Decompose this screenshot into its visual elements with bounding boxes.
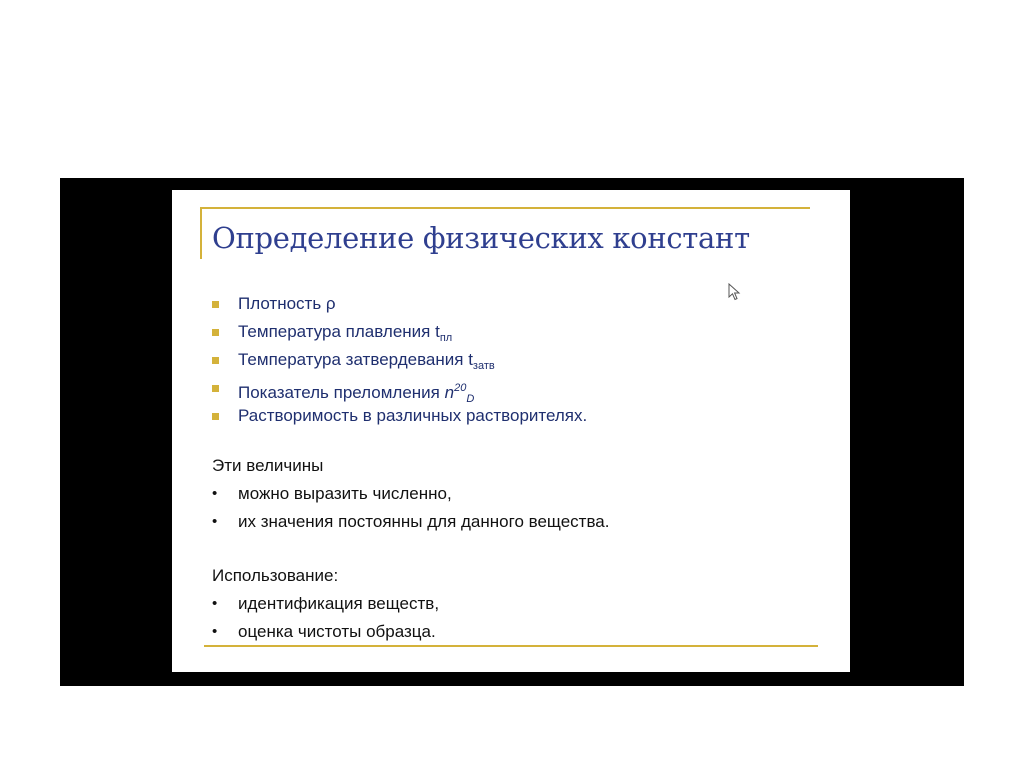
list-item bbox=[210, 290, 587, 318]
values-heading: Эти величины bbox=[212, 456, 324, 475]
property-text: Температура плавления t bbox=[238, 322, 440, 341]
list-item bbox=[210, 318, 587, 346]
square-bullet-icon bbox=[212, 413, 219, 420]
property-symbol: n bbox=[444, 383, 455, 402]
properties-list bbox=[210, 290, 587, 430]
square-bullet-icon bbox=[212, 357, 219, 364]
list-item bbox=[210, 590, 439, 618]
value-item-text: можно выразить численно, bbox=[238, 484, 452, 503]
bullet-dot: • bbox=[212, 623, 218, 640]
value-item-text: их значения постоянны для данного вещества. bbox=[238, 512, 610, 531]
usage-item-text: идентификация веществ, bbox=[238, 594, 440, 613]
property-text: Температура затвердевания t bbox=[238, 350, 473, 369]
usage-item-text: оценка чистоты образца. bbox=[238, 622, 436, 641]
list-item bbox=[210, 374, 587, 405]
title-left-rule bbox=[200, 207, 202, 259]
square-bullet-icon bbox=[212, 301, 219, 308]
property-text: Плотность ρ bbox=[238, 294, 336, 313]
property-superscript: 20 bbox=[454, 382, 467, 394]
title-top-rule bbox=[200, 207, 810, 209]
bullet-dot: • bbox=[212, 485, 218, 502]
list-item bbox=[210, 508, 609, 536]
usage-list bbox=[210, 590, 439, 646]
property-subscript: пл bbox=[439, 332, 453, 344]
square-bullet-icon bbox=[212, 385, 219, 392]
list-item bbox=[210, 480, 609, 508]
property-subscript: D bbox=[466, 393, 475, 405]
mouse-pointer-icon bbox=[728, 283, 742, 301]
property-subscript: затв bbox=[472, 360, 495, 372]
bottom-rule bbox=[204, 645, 818, 647]
usage-heading: Использование: bbox=[212, 566, 339, 585]
list-item bbox=[210, 346, 587, 374]
bullet-dot: • bbox=[212, 595, 218, 612]
property-text: Показатель преломления bbox=[238, 383, 445, 402]
video-frame bbox=[60, 178, 964, 686]
values-list bbox=[210, 480, 609, 536]
bullet-dot: • bbox=[212, 513, 218, 530]
square-bullet-icon bbox=[212, 329, 219, 336]
slide-title: Определение физических констант bbox=[212, 221, 750, 255]
list-item bbox=[210, 402, 587, 430]
list-item bbox=[210, 618, 439, 646]
property-text: Растворимость в различных растворителях. bbox=[238, 406, 588, 425]
presentation-slide bbox=[172, 190, 850, 672]
